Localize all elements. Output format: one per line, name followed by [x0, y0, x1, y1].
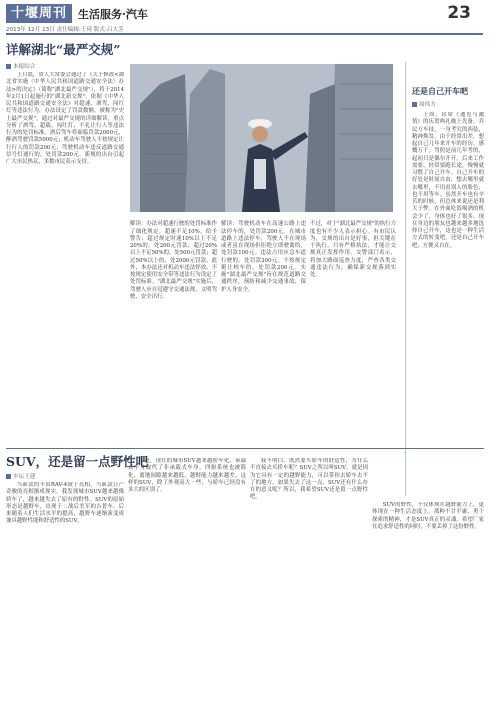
article2-title: SUV，还是留一点野性吧: [6, 454, 149, 469]
article-column-1: 上月底，省人大常委会通过了《关于修改<湖北省实施〈中华人民共和国道路交通安全法〉办法>的决定》（简称"湖北最严交规"），将于2014年2月1日起施行的"湖北新交规"。依据《中华人民共和国道路交通安全法》对超速、酒驾、闯红灯等违法行为，办法设定了罚款数额，被称为"史上最严交规"。通过对最严交规的详细解读，重点分析了酒驾、超载、闯红灯、不礼让行人等违法行为的处罚标准。酒后驾车将面临罚款2000元，醉酒驾驶罚款5000元；机动车驾驶人不按规定让行行人的罚款200元；驾驶机动车违反道路交通信号灯通行的，处罚款200元。新规的出台引起广大市民热议，多数市民表示支持。: [6, 72, 124, 165]
author-marker-icon: [6, 64, 11, 69]
article-title: 详解湖北“最严交规”: [6, 42, 121, 57]
article2-column-2: 可是，现在的城市SUV越来越轿车化，承载式车身取代了非承载式车身，四驱系统也被简化，离地间隙越来越低，越野能力越来越差。这样的SUV，除了外观高大一些，与轿车已经没有多大的区别了。: [128, 458, 246, 493]
header-rule: [6, 33, 483, 35]
page-number: 23: [447, 3, 471, 23]
traffic-police-photo: [130, 64, 393, 212]
article2-column-1: 当新款的丰田RAV-4致于亮相，当新款日产奇骏的亮相渐成现实，我发现城市SUV越来越像轿车了，越来越失去了原有的野性。SUV的原始形态是越野车，出现于二战后美军的吉普车。后来随着人们生活水平的提高，越野车逐渐演变成兼具越野性能和舒适性的SUV。: [6, 482, 124, 525]
author-marker-icon: [412, 102, 417, 107]
newspaper-logo: 十堰周刊: [6, 4, 72, 23]
sidebar-author: 周伟力: [412, 100, 436, 108]
article-column-4: 不过，对于"湖北最严交规"的执行力度也有不少人表示担心。有市民认为，交规的出台是好事，但关键在于执行。只有严格执法，才能让交规真正发挥作用。交警部门表示，将加大路面巡查力度，严查各类交通违法行为，确保新交规落到实处。: [310, 221, 396, 279]
article2-column-4: SUV的野性，不仅体现在越野能力上，更体现在一种生活态度上。那种不甘平庸、勇于探索的精神，才是SUV真正的灵魂。希望厂家在追求舒适性的同时，不要丢掉了这份野性。: [372, 502, 484, 530]
article2-column-3: 我不明白，既然要买轿车的舒适性，为什么不直接去买轿车呢？SUV之所以叫SUV，就是因为它具有一定的越野能力，可以带你去轿车去不了的地方。如果失去了这一点，SUV还有什么存在的意义呢？所以，我希望SUV还是留一点野性吧。: [250, 458, 368, 501]
sidebar-title: 还是自己开车吧: [412, 86, 468, 96]
photo-illustration: [130, 64, 393, 212]
article2-author: 车坛王建: [6, 472, 35, 480]
date-line: 2013年 12月 13日 责任编辑:王琦 版式:吕大芳: [6, 27, 124, 33]
article-author: 本报综合: [6, 62, 35, 70]
sidebar-text: 上周，出席《通览与激情》的庆贺典礼晚上先备，乔民方车技，一身考究的西装，精神焕发。由于经常出差，想起自己几年来开车的经历，感慨万千。驾照是前几年考的，起初只是偶尔开开，后来工作需要，经常要跑长途，慢慢就习惯了自己开车。自己开车的好处是时间自由，想去哪里就去哪里，不用看别人的脸色，也不用等车。虽然开车也有辛苦的时候，但总体来说还是利大于弊。在外面吃饭喝酒的机会少了，身体也好了很多。现在身边的朋友也越来越多地选择自己开车，这也是一种生活方式的转变吧。还是自己开车吧，方便又自在。: [412, 112, 484, 249]
section-separator: [6, 448, 484, 449]
author-marker-icon: [6, 474, 11, 479]
section-name: 生活服务·汽车: [78, 8, 148, 21]
article-column-2: 解读：办法对超速行驶的处罚标准作了细化规定。超速不足10%，给予警告；超过规定时速10%以上不足20%的，处200元罚款；超过20%以上不足50%的，处500元罚款；超过50%以上的，处2000元罚款。此外，本办法还对机动车违法停放、不按规定使用安全带等违法行为设定了处罚标准。"湖北最严交规"实施后，驾驶人应自觉遵守交通法规，文明驾驶，安全出行。: [130, 221, 217, 300]
article-column-3: 解读：驾驶机动车在高速公路上违法停车的，处罚款200元。在城市道路上违法停车，驾驶人不在现场或者虽在现场但拒绝立即驶离的，处罚款100元。违法占用应急车道行驶的，处罚款200元。不按规定避让校车的，处罚款200元。实施"湖北最严交规"旨在规范道路交通秩序，预防和减少交通事故，保护人身安全。: [221, 221, 306, 293]
